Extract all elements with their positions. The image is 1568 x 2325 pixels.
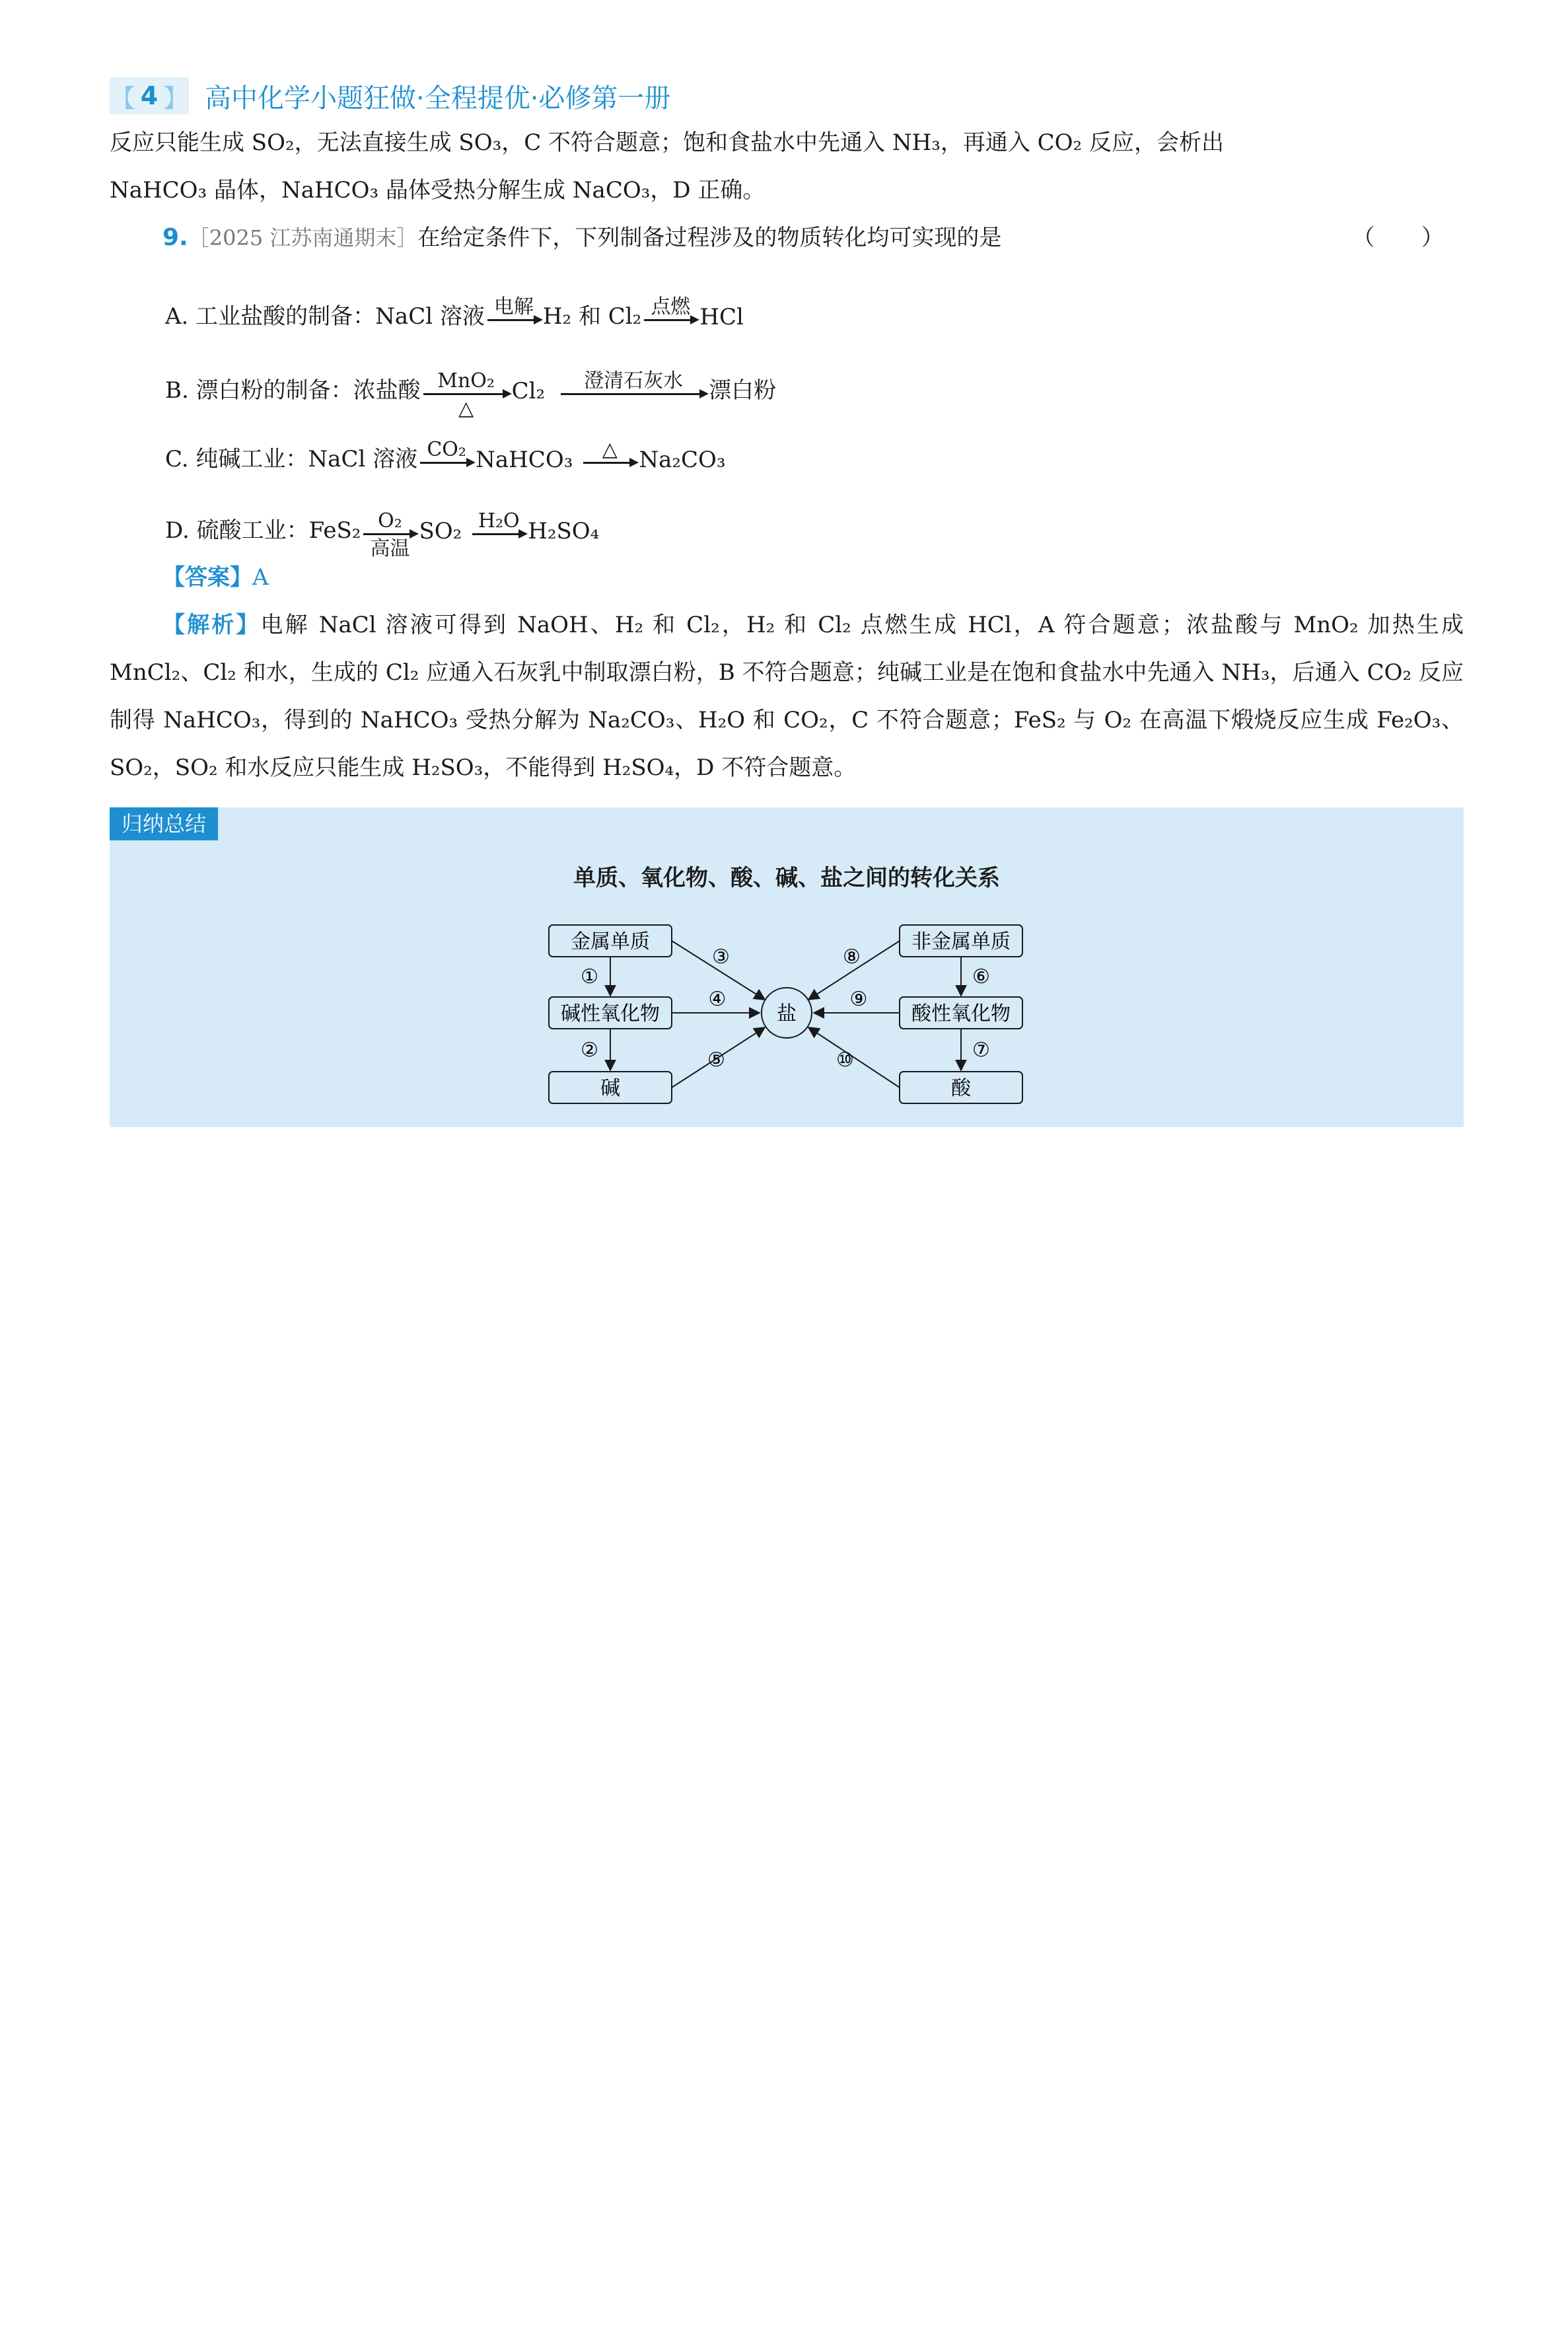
explanation [110,601,1464,792]
label-8: ⑧ [843,945,861,969]
summary-tag: 归纳总结 [110,807,218,840]
label-1: ① [581,965,598,988]
node-base: 碱 [600,1077,620,1100]
option-a-arrow-1-label: 电解 [493,295,534,318]
label-4: ④ [708,988,727,1011]
option-c-mid: NaHCO₃ [476,447,573,473]
option-d-arrow-1-below: 高温 [370,537,410,560]
conversion-diagram [110,807,1464,1127]
intro-line-2: NaHCO₃ 晶体，NaHCO₃ 晶体受热分解生成 NaCO₃，D 正确。 [110,177,766,203]
answer-value: A [252,564,269,591]
node-acidic-oxide: 酸性氧化物 [911,1002,1011,1025]
node-acid: 酸 [951,1077,971,1100]
option-d-arrow-2-label: H₂O [478,509,520,533]
option-b-arrow-1-below: △ [458,397,474,420]
answer-line [162,554,1464,601]
page-number: 4 [140,81,159,110]
option-c-end: Na₂CO₃ [639,447,726,473]
label-9: ⑨ [849,988,868,1011]
question-text: 在给定条件下，下列制备过程涉及的物质转化均可实现的是 [417,225,1002,251]
option-b-arrow-1 [423,369,509,420]
option-a-arrow-2-label: 点燃 [651,295,691,318]
option-b-mid: Cl₂ [511,378,546,404]
explanation-text: 电解 NaCl 溶液可得到 NaOH、H₂ 和 Cl₂，H₂ 和 Cl₂ 点燃生成 HCl，A 符合题意；浓盐酸与 MnO₂ 加热生成 MnCl₂、Cl₂ 和水，生成的 Cl₂ 应通入石灰乳中制取漂白粉，B 不符合题意；纯碱工业是在饱和食盐水中先通入 NH₃，后通入 CO₂ 反应制得 NaHCO₃，得到的 NaHCO₃ 受热分解为 Na₂CO₃、H₂O 和 CO₂，C 不符合题意；FeS₂ 与 O₂ 在高温下煅烧反应生成 Fe₂O₃、SO₂，SO₂ 和水反应只能生成 H₂SO₃，不能得到 H₂SO₄，D 不符合题意。 [110,612,1464,781]
option-b-arrow-2-label: 澄清石灰水 [584,369,684,392]
option-c-arrow-1 [420,438,473,473]
option-d-arrow-2 [472,509,525,544]
option-b [165,330,1464,420]
page-number-badge: 【 4 】 [110,77,189,114]
explanation-label: 【解析】 [162,612,261,638]
question-line [162,214,1464,262]
option-b-prefix: B. 漂白粉的制备：浓盐酸 [165,377,421,404]
option-c-arrow-2 [583,438,636,473]
label-5: ⑤ [707,1049,725,1072]
option-b-end: 漂白粉 [709,377,777,404]
option-d-arrow-1-above: O₂ [378,509,402,533]
option-d-end: H₂SO₄ [528,518,600,544]
label-3: ③ [712,945,730,969]
book-title: 高中化学小题狂做·全程提优·必修第一册 [205,83,671,114]
option-b-arrow-2 [561,369,706,404]
option-d-prefix: D. 硫酸工业：FeS₂ [165,517,361,544]
option-c-prefix: C. 纯碱工业：NaCl 溶液 [165,446,418,472]
intro-line-1: 反应只能生成 SO₂，无法直接生成 SO₃，C 不符合题意；饱和食盐水中先通入 NH₃，再通入 CO₂ 反应，会析出 [110,129,1224,156]
option-a [165,262,1464,330]
question-number: 9. [162,224,188,251]
page-content [110,73,1464,792]
node-metal: 金属单质 [571,930,650,953]
option-b-arrow-1-above: MnO₂ [437,369,495,392]
option-c-arrow-1-label: CO₂ [427,438,466,461]
node-nonmetal: 非金属单质 [911,930,1011,953]
option-c [165,404,1464,473]
diagram-title: 单质、氧化物、酸、碱、盐之间的转化关系 [573,865,1000,891]
label-10: ⑩ [836,1049,854,1072]
option-d-mid: SO₂ [419,518,462,544]
answer-paren: （ ） [1352,225,1464,251]
label-7: ⑦ [972,1039,990,1062]
option-a-arrow-2 [644,295,697,330]
label-2: ② [581,1039,598,1062]
option-a-arrow-1 [487,295,540,330]
arrow-10 [808,1027,900,1088]
label-6: ⑥ [972,965,990,988]
summary-box [110,807,1464,1127]
node-salt: 盐 [777,1002,797,1025]
option-c-arrow-2-label: △ [602,438,618,461]
option-a-end: HCl [699,304,744,330]
answer-label: 【答案】 [162,564,252,591]
option-a-mid: H₂ 和 Cl₂ [542,303,642,330]
option-a-prefix: A. 工业盐酸的制备：NaCl 溶液 [165,303,485,330]
page-header [110,73,1464,119]
option-d [165,473,1464,560]
option-d-arrow-1 [363,509,416,560]
question-source: ［2025 江苏南通期末］ [188,225,418,250]
node-basic-oxide: 碱性氧化物 [561,1002,660,1025]
